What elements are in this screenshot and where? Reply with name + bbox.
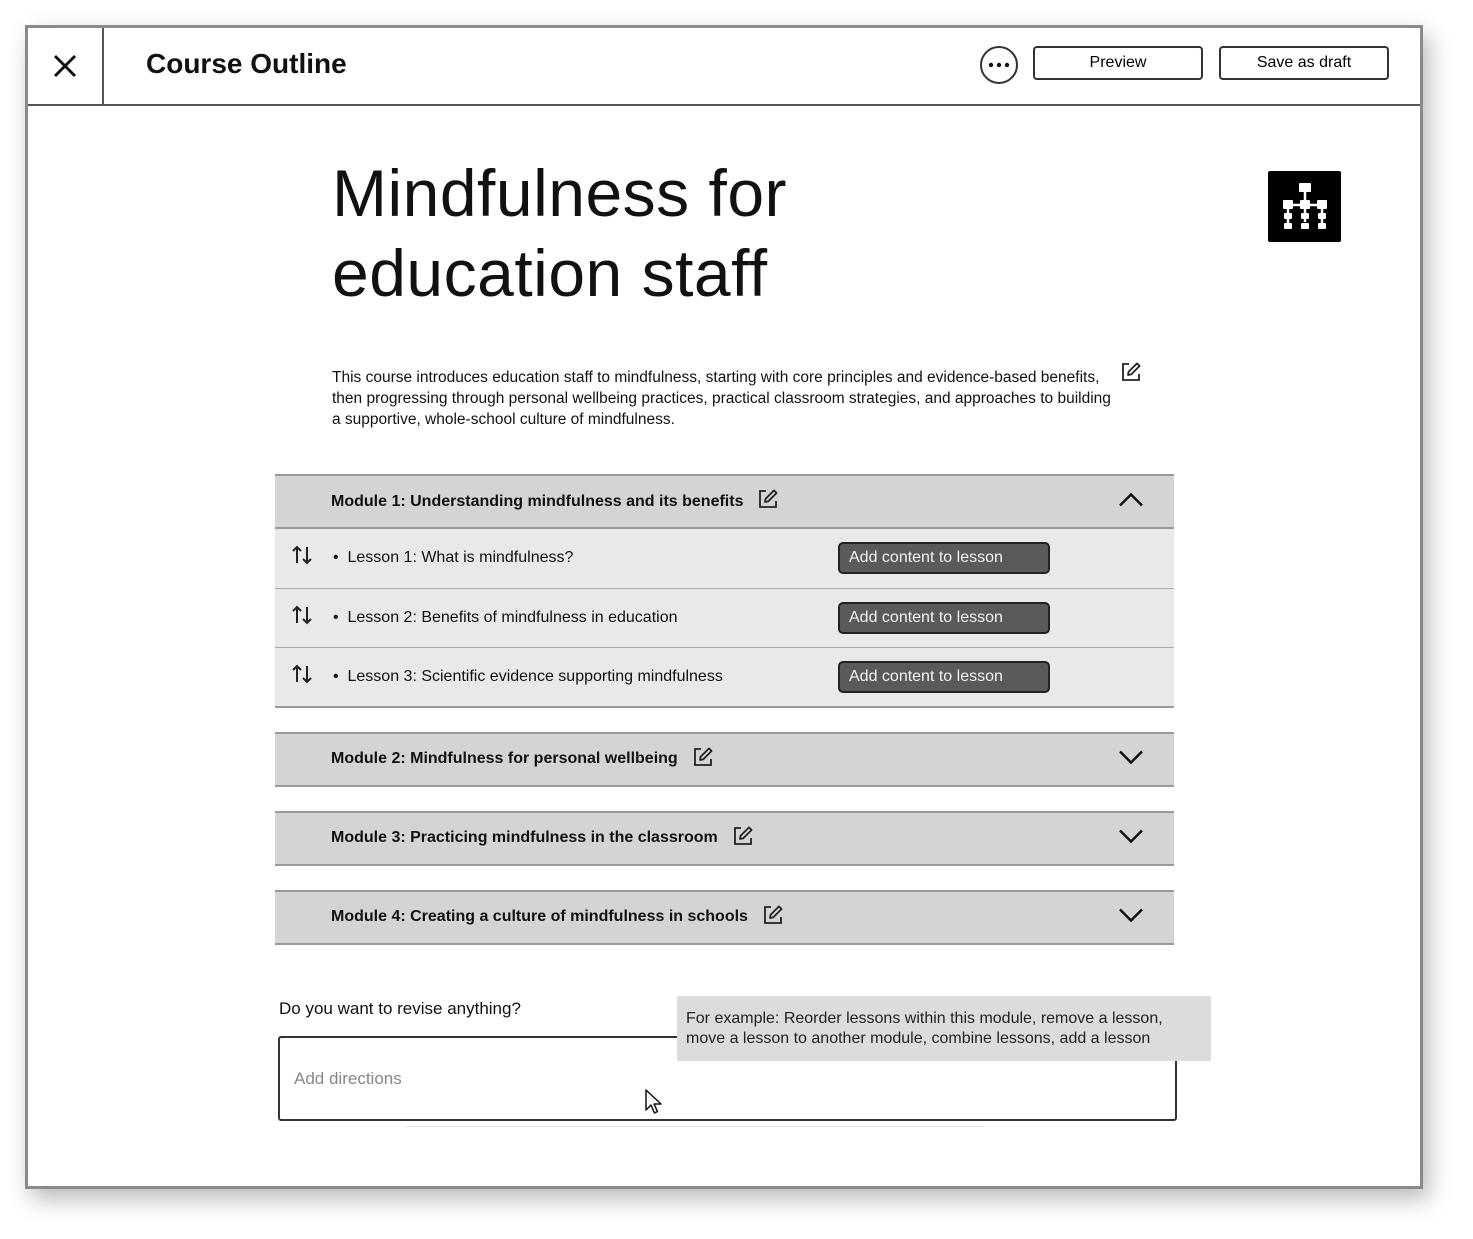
revision-tooltip: For example: Reorder lessons within this module, remove a lesson, move a lesson to another module, combine lessons, add a lesson — [677, 996, 1211, 1061]
edit-icon — [692, 746, 714, 768]
close-button[interactable] — [28, 28, 104, 104]
reorder-arrows-icon — [291, 604, 313, 626]
module-4 — [275, 890, 1174, 945]
save-as-draft-button[interactable]: Save as draft — [1219, 46, 1389, 80]
module-3 — [275, 811, 1174, 866]
course-title-line-1: Mindfulness for — [332, 156, 788, 230]
edit-module-3-button[interactable] — [732, 825, 754, 852]
expand-module-3-button[interactable] — [1118, 828, 1144, 849]
course-outline-window — [25, 25, 1423, 1189]
chevron-down-icon — [1118, 828, 1144, 844]
page-title: Course Outline — [146, 48, 347, 79]
add-content-button[interactable]: Add content to lesson — [838, 602, 1050, 634]
chevron-down-icon — [1118, 749, 1144, 765]
edit-module-4-button[interactable] — [762, 904, 784, 931]
mouse-pointer-icon — [644, 1088, 664, 1116]
close-icon — [52, 53, 78, 79]
module-2 — [275, 732, 1174, 787]
lesson-title: Lesson 3: Scientific evidence supporting mindfulness — [347, 667, 723, 685]
lesson-label: • Lesson 1: What is mindfulness? — [333, 549, 574, 567]
reorder-handle[interactable] — [291, 663, 313, 691]
more-horizontal-icon — [988, 62, 1010, 68]
reorder-arrows-icon — [291, 663, 313, 685]
lesson-row — [275, 589, 1174, 649]
lesson-row — [275, 529, 1174, 589]
edit-module-2-button[interactable] — [692, 746, 714, 773]
expand-module-4-button[interactable] — [1118, 907, 1144, 928]
edit-module-1-button[interactable] — [757, 488, 779, 515]
divider — [406, 1126, 984, 1127]
course-title — [332, 153, 787, 313]
module-1 — [275, 474, 1174, 708]
reorder-arrows-icon — [291, 544, 313, 566]
module-title: Module 2: Mindfulness for personal wellbeing — [331, 750, 678, 767]
module-title: Module 3: Practicing mindfulness in the classroom — [331, 829, 718, 846]
expand-module-2-button[interactable] — [1118, 749, 1144, 770]
module-2-header[interactable] — [275, 732, 1174, 787]
reorder-handle[interactable] — [291, 544, 313, 572]
edit-icon — [757, 488, 779, 510]
chevron-up-icon — [1118, 491, 1144, 507]
sitemap-icon — [1282, 182, 1328, 232]
lesson-title: Lesson 1: What is mindfulness? — [347, 549, 574, 567]
lesson-label: • Lesson 2: Benefits of mindfulness in education — [333, 608, 678, 626]
add-content-button[interactable]: Add content to lesson — [838, 661, 1050, 693]
edit-icon — [1120, 361, 1142, 383]
module-3-header[interactable] — [275, 811, 1174, 866]
module-4-header[interactable] — [275, 890, 1174, 945]
edit-icon — [732, 825, 754, 847]
module-1-header[interactable] — [275, 474, 1174, 529]
module-title: Module 4: Creating a culture of mindfulness in schools — [331, 908, 748, 925]
module-list — [275, 474, 1174, 969]
lesson-label: • Lesson 3: Scientific evidence supporting mindfulness — [333, 667, 723, 685]
lesson-row — [275, 648, 1174, 708]
course-title-line-2: education staff — [332, 236, 768, 310]
edit-icon — [762, 904, 784, 926]
add-content-button[interactable]: Add content to lesson — [838, 542, 1050, 574]
edit-description-button[interactable] — [1120, 361, 1142, 388]
reorder-handle[interactable] — [291, 604, 313, 632]
module-title: Module 1: Understanding mindfulness and its benefits — [331, 492, 744, 510]
collapse-module-1-button[interactable] — [1118, 491, 1144, 512]
preview-button[interactable]: Preview — [1033, 46, 1203, 80]
course-description: This course introduces education staff to mindfulness, starting with core principles and evidence-based benefits, then progressing through personal wellbeing practices, practical classroom strategies, and approaches to building a supportive, whole-school culture of mindfulness. — [332, 369, 1111, 428]
outline-view-button[interactable] — [1268, 171, 1341, 242]
chevron-down-icon — [1118, 907, 1144, 923]
revise-question: Do you want to revise anything? — [279, 999, 521, 1018]
more-options-button[interactable] — [980, 46, 1018, 84]
lesson-title: Lesson 2: Benefits of mindfulness in education — [347, 608, 678, 626]
top-bar — [28, 28, 1420, 106]
